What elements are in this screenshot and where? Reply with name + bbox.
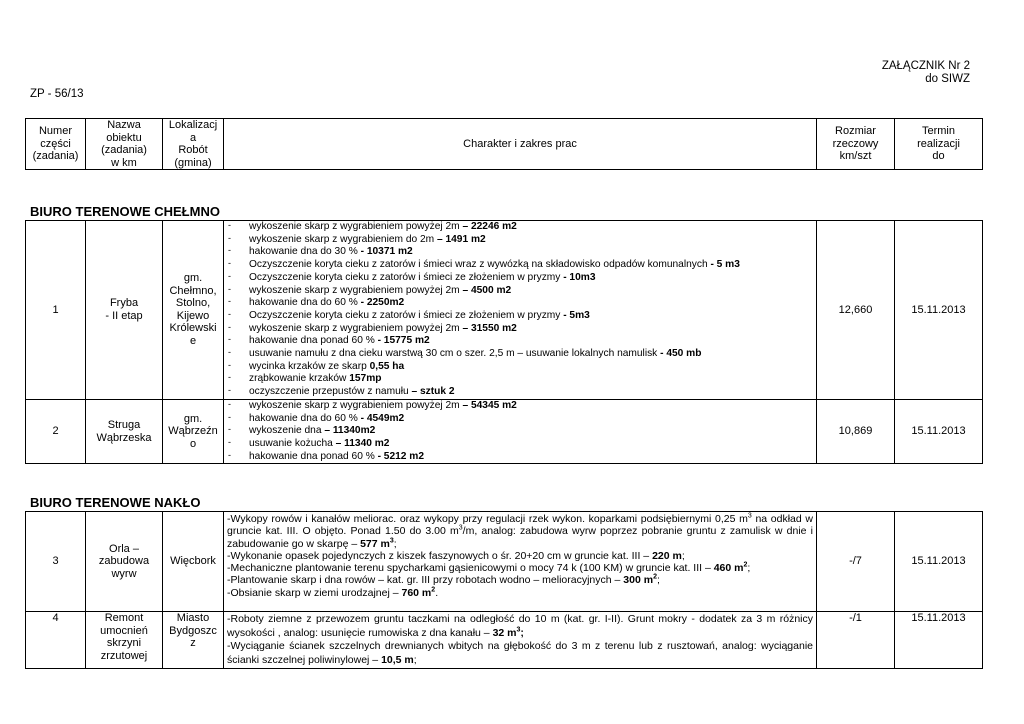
header-table: [25, 118, 983, 170]
object-name: Fryba - II etap: [86, 221, 163, 400]
work-deadline: 15.11.2013: [895, 612, 983, 669]
header-deadline: Termin realizacji do: [895, 119, 983, 170]
object-name: Struga Wąbrzeska: [86, 399, 163, 464]
section-title-naklo: BIURO TERENOWE NAKŁO: [30, 495, 201, 510]
work-item: - Oczyszczenie koryta cieku z zatorów i śmieci ze złożeniem w pryzmy - 5m3: [228, 310, 816, 323]
work-size: 10,869: [817, 399, 895, 464]
row-number: 3: [26, 512, 86, 612]
work-list: [224, 400, 816, 464]
object-location: gm. Wąbrzeźn o: [163, 399, 224, 464]
object-location: gm. Chełmno, Stolno, Kijewo Królewski e: [163, 221, 224, 400]
work-item: - Oczyszczenie koryta cieku z zatorów i śmieci ze złożeniem w pryzmy - 10m3: [228, 272, 816, 285]
work-item: - wykoszenie dna – 11340m2: [228, 425, 816, 438]
work-item: - Oczyszczenie koryta cieku z zatorów i śmieci wraz z wywózką na składowisko odpadów komunalnych - 5 m3: [228, 259, 816, 272]
work-item: - wykoszenie skarp z wygrabieniem powyżej 2m – 54345 m2: [228, 400, 816, 413]
object-location: Więcbork: [163, 512, 224, 612]
header-size: Rozmiar rzeczowy km/szt: [817, 119, 895, 170]
table-row: [26, 612, 983, 669]
object-name: Orla – zabudowa wyrw: [86, 512, 163, 612]
work-item: - hakowanie dna do 60 % - 2250m2: [228, 297, 816, 310]
naklo-table: [25, 511, 983, 669]
work-item: - hakowanie dna ponad 60 % - 15775 m2: [228, 335, 816, 348]
work-size: -/7: [817, 512, 895, 612]
object-name: Remont umocnień skrzyni zrzutowej: [86, 612, 163, 669]
work-item: - usuwanie kożucha – 11340 m2: [228, 438, 816, 451]
row-number: 4: [26, 612, 86, 669]
object-location: Miasto Bydgoszc z: [163, 612, 224, 669]
section-title-chelmno: BIURO TERENOWE CHEŁMNO: [30, 204, 220, 219]
attachment-line2: do SIWZ: [925, 73, 970, 85]
header-name: Nazwa obiektu (zadania) w km: [86, 119, 163, 170]
row-number: 1: [26, 221, 86, 400]
attachment-line1: ZAŁĄCZNIK Nr 2: [881, 60, 970, 72]
work-deadline: 15.11.2013: [895, 512, 983, 612]
work-scope: -Roboty ziemne z przewozem gruntu taczkami na odległość do 10 m (kat. gr. I-II). Grunt mokry - dodatek za 3 m różnicy wysokości , analog: usunięcie rumowiska z dna kanału – 32 $m^3$; -Wyciąganie ścianek szczelnych drewnianych wbitych na głębokość do 3 m z terenu lub z rusztowań, analog: wyciąganie ścianki szczelnej poliwinylowej – 10,5 m;: [224, 612, 817, 669]
table-row: [26, 399, 983, 464]
work-item: - wycinka krzaków ze skarp 0,55 ha: [228, 361, 816, 374]
work-item: - wykoszenie skarp z wygrabieniem powyżej 2m – 4500 m2: [228, 285, 816, 298]
work-deadline: 15.11.2013: [895, 221, 983, 400]
work-item: - wykoszenie skarp z wygrabieniem do 2m – 1491 m2: [228, 234, 816, 247]
attachment-label: [882, 60, 970, 86]
work-item: - hakowanie dna do 30 % - 10371 m2: [228, 246, 816, 259]
work-item: - hakowanie dna ponad 60 % - 5212 m2: [228, 451, 816, 464]
row-number: 2: [26, 399, 86, 464]
header-scope: Charakter i zakres prac: [224, 119, 817, 170]
work-size: -/1: [817, 612, 895, 669]
header-number: Numer części (zadania): [26, 119, 86, 170]
table-row: [26, 221, 983, 400]
work-item: - wykoszenie skarp z wygrabieniem powyżej 2m – 22246 m2: [228, 221, 816, 234]
work-size: 12,660: [817, 221, 895, 400]
work-item: - hakowanie dna do 60 % - 4549m2: [228, 413, 816, 426]
work-deadline: 15.11.2013: [895, 399, 983, 464]
chelmno-table: [25, 220, 983, 464]
work-scope: [224, 399, 817, 464]
header-location: Lokalizacj a Robót (gmina): [163, 119, 224, 170]
table-row: [26, 512, 983, 612]
work-scope: -Wykopy rowów i kanałów meliorac. oraz wykopy przy regulacji rzek wykon. koparkami podsiębiernymi 0,25 $m^3$ na odkład w gruncie kat. III. O objęto. Ponad 1.50 do 3.00 $m^3/m$, analog: zabudowa wyrw poprzez pobranie gruntu z zamulisk w dnie i zabudowanie go w skarpę – 577 $m^3$; -Wykonanie opasek pojedynczych z kiszek faszynowych o śr. 20+20 cm w gruncie kat. III – 220 m; -Mechaniczne plantowanie terenu spycharkami gąsienicowymi o mocy 74 k (100 KM) w gruncie kat. III – 460 $m^2$; -Plantowanie skarp i dna rowów – kat. gr. III przy robotach wodno – melioracyjnych – 300 $m^2$; -Obsianie skarp w ziemi urodzajnej – 760 $m^2$.: [224, 512, 817, 612]
work-scope: [224, 221, 817, 400]
work-item: - usuwanie namułu z dna cieku warstwą 30 cm o szer. 2,5 m – usuwanie lokalnych namulisk - 450 mb: [228, 348, 816, 361]
work-item: - wykoszenie skarp z wygrabieniem powyżej 2m – 31550 m2: [228, 323, 816, 336]
work-item: - oczyszczenie przepustów z namułu – sztuk 2: [228, 386, 816, 399]
reference-number: ZP - 56/13: [30, 88, 84, 100]
work-list: [224, 221, 816, 399]
work-item: - zrąbkowanie krzaków 157mp: [228, 373, 816, 386]
